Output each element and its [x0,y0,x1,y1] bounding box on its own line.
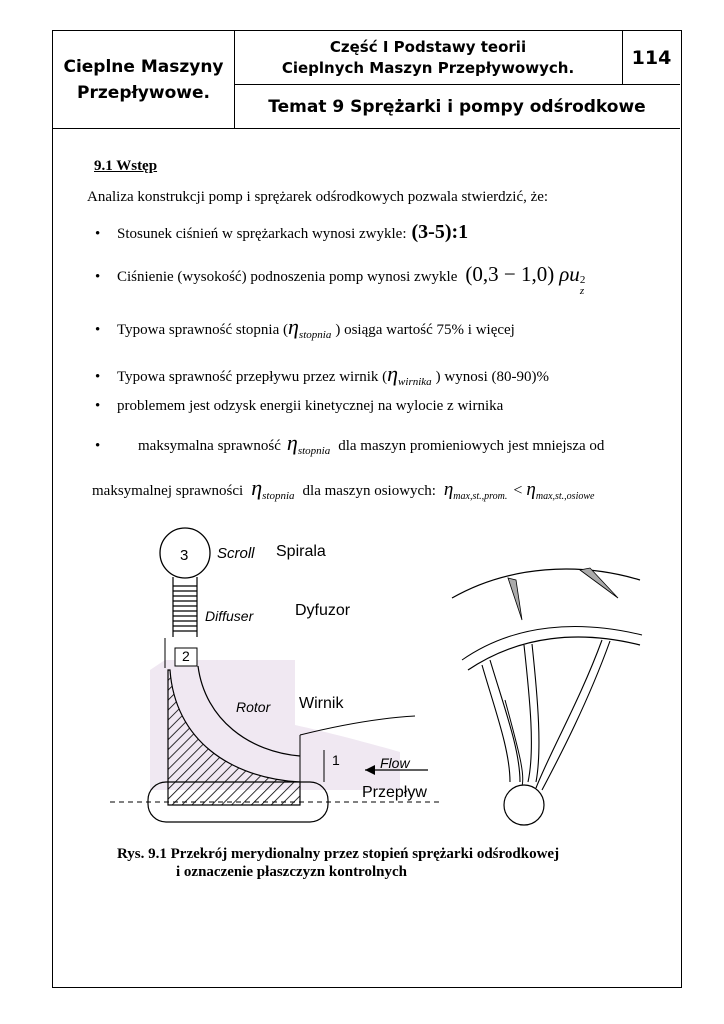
bullet-item-stage-efficiency [95,314,515,340]
less-than-operator: < [513,482,523,499]
bullet-item-pump-head [95,262,585,295]
bullet-text-post: ) wynosi (80-90)% [435,369,549,385]
header-course-title [53,31,235,128]
blade-3-back [542,641,610,790]
header-part-line2: Cieplnych Maszyn Przepływowych. [281,58,575,77]
blade-1 [482,665,510,782]
blade-1-back [490,660,520,782]
bullet-item-kinetic-energy [95,398,503,415]
eta-max-axial-subscript: max,st.,osiowe [535,491,595,502]
blade-2-back [532,644,539,782]
subscript-z: z [579,285,585,297]
label-diffuser-pl: Dyfuzor [295,602,351,619]
eta-symbol: η [526,479,536,500]
continuation-text-mid: dla maszyn osiowych: [302,483,436,499]
diffuser-vanes [173,586,197,631]
page-number: 114 [623,31,680,85]
header-table [53,31,680,129]
continuation-text-pre: maksymalnej sprawności [92,483,244,499]
header-part-title [234,31,623,85]
bullet-text-post: dla maszyn promieniowych jest mniejsza od [338,438,605,454]
bullet-item-pressure-ratio [95,221,468,244]
eta-subscript: stopnia [297,445,331,457]
bullet-text: Ciśnienie (wysokość) podnoszenia pomp wynosi zwykle [117,269,458,285]
label-flow-en: Flow [380,755,410,771]
max-efficiency-continuation [92,475,594,501]
label-rotor-en: Rotor [236,699,271,715]
blade-2 [524,645,531,782]
section-intro: Analiza konstrukcji pomp i sprężarek odśrodkowych pozwala stwierdzić, że: [87,189,549,205]
eta-max-radial-subscript: max,st.,prom. [453,491,508,502]
bullet-text: problemem jest odzysk energii kinetycznej na wylocie z wirnika [117,398,504,414]
label-scroll-en: Scroll [217,545,255,562]
impeller-blade-view [452,568,642,825]
label-station-2: 2 [182,648,190,664]
eta-subscript: wirnika [398,376,432,388]
eta-symbol: η [443,479,454,500]
header-topic: Temat 9 Sprężarki i pompy odśrodkowe [268,96,646,117]
diffuser-vane-1 [508,578,522,620]
bullet-text-pre: maksymalna sprawność [138,438,281,454]
label-rotor-pl: Wirnik [299,695,344,712]
impeller-hub [504,785,544,825]
eta-subscript: stopnia [298,329,332,341]
bullet-dot: • [95,322,101,338]
eta-subscript: stopnia [262,490,295,502]
figure-caption-line1: Rys. 9.1 Przekrój merydionalny przez stopień sprężarki odśrodkowej [117,846,560,862]
eta-symbol: η [288,314,299,339]
head-coefficient-formula: (0,3 − 1,0) [465,262,555,286]
bullet-item-rotor-efficiency [95,361,549,387]
bullet-dot: • [95,369,101,385]
compressor-meridional-figure [110,520,650,840]
pressure-ratio-value: (3-5):1 [411,221,469,243]
blade-tip-arc-inner [462,627,642,660]
eta-symbol: η [286,430,298,455]
label-diffuser-en: Diffuser [205,608,254,624]
bullet-dot: • [95,269,101,285]
bullet-text-pre: Typowa sprawność przepływu przez wirnik ( [117,369,388,385]
bullet-text: Stosunek ciśnień w sprężarkach wynosi zwykle: [117,226,407,242]
bullet-dot: • [95,226,101,242]
exponent-2: 2 [579,274,586,286]
header-course-line2: Przepływowe. [77,82,210,103]
bullet-dot: • [95,438,101,454]
header-part-line1: Część I Podstawy teorii [329,37,527,56]
bullet-text-post: ) osiąga wartość 75% i więcej [335,322,515,338]
diffuser-vane-2 [580,568,618,598]
label-station-1: 1 [332,752,340,768]
rho-u-symbol: ρu [559,262,580,286]
header-course-line1: Cieplne Maszyny [63,56,224,77]
eta-symbol: η [387,361,399,386]
label-station-3: 3 [180,547,189,564]
label-flow-pl: Przepływ [362,784,427,801]
label-scroll-pl: Spirala [276,543,326,560]
figure-caption-line2: i oznaczenie płaszczyzn kontrolnych [176,864,407,880]
bullet-item-max-efficiency [95,430,604,456]
section-title: 9.1 Wstęp [94,158,158,174]
bullet-dot: • [95,398,101,414]
blade-3 [536,640,602,788]
eta-symbol: η [251,475,263,500]
bullet-text-pre: Typowa sprawność stopnia ( [117,322,288,338]
